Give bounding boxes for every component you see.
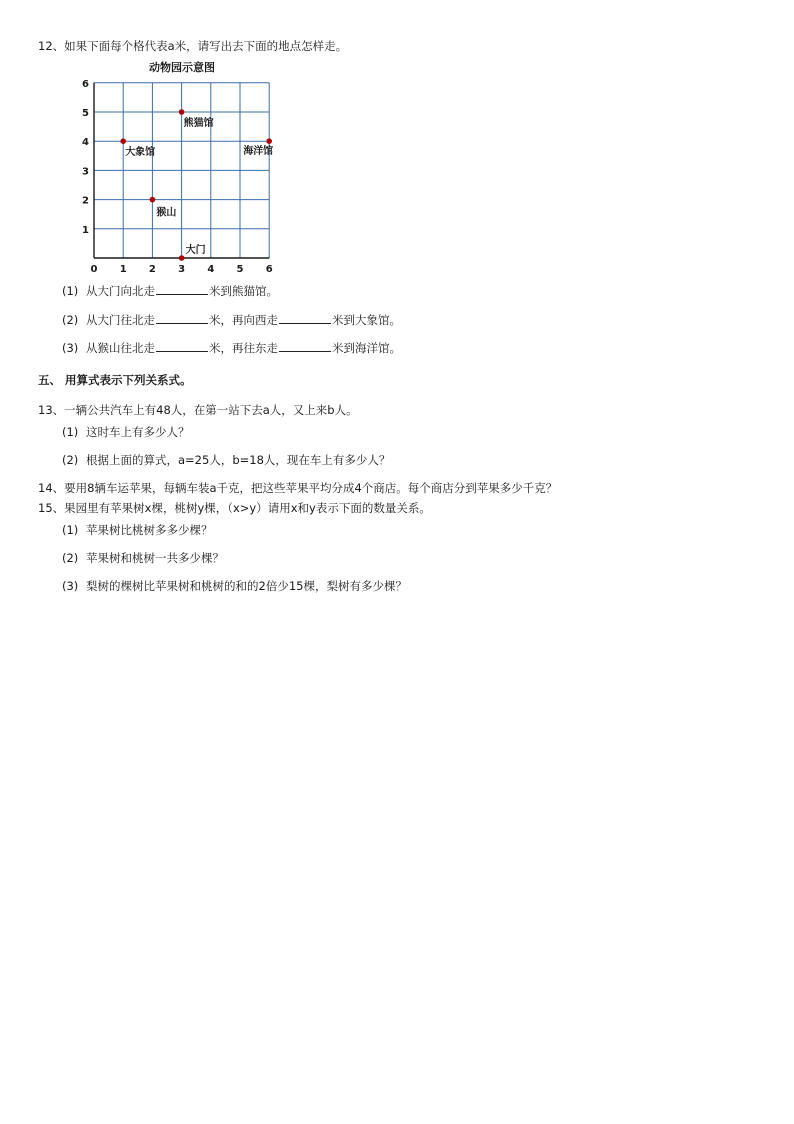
x-tick-label: 3 [178,264,186,275]
q13-sub-2: (2) 根据上面的算式，a=25人，b=18人，现在车上有多少人？ [62,453,391,467]
x-tick-label: 4 [207,264,215,275]
y-tick-label: 6 [82,78,89,90]
y-tick-label: 5 [82,108,89,119]
place-label: 大象馆 [125,147,156,159]
section-heading: 五、 用算式表示下列关系式。 [38,373,192,387]
q15-sub-3: (3) 梨树的棵树比苹果树和桃树的和的2倍少15棵，梨树有多少棵？ [62,579,407,593]
y-tick-label: 4 [82,137,89,149]
q12-sub-2: (2) 从大门往北走 米，再向西走 米到大象馆。 [62,313,401,327]
place-label: 大门 [185,245,206,256]
q15-sub-1: (1) 苹果树比桃树多多少棵？ [62,523,213,537]
q13-sub-1: (1) 这时车上有多少人？ [62,425,190,439]
zoo-map [80,58,290,280]
place-point [120,138,126,144]
place-point [179,109,185,115]
place-label: 猴山 [156,207,177,219]
answer-blank[interactable] [279,340,331,352]
map-places [120,109,274,261]
q15-stem: 15、果园里有苹果树x棵，桃树y棵，（x>y）请用x和y表示下面的数量关系。 [38,501,431,515]
q13-stem: 13、一辆公共汽车上有48人，在第一站下去a人，又上来b人。 [38,403,358,417]
answer-blank[interactable] [156,340,208,352]
x-tick-label: 5 [236,264,244,275]
answer-blank[interactable] [156,283,208,295]
x-tick-label: 1 [119,264,127,275]
q15-sub-2: (2) 苹果树和桃树一共多少棵？ [62,551,224,565]
place-point [179,255,185,261]
map-x-ticks [91,264,273,275]
x-tick-label: 2 [148,264,156,275]
place-point [266,138,272,144]
map-title: 动物园示意图 [149,61,215,74]
place-label: 熊猫馆 [183,118,214,129]
answer-blank[interactable] [279,312,331,324]
map-y-ticks [82,79,89,236]
q12-stem: 12、如果下面每个格代表a米，请写出去下面的地点怎样走。 [38,39,348,53]
q12-sub-1: (1) 从大门向北走 米到熊猫馆。 [62,284,278,298]
y-tick-label: 2 [82,195,89,207]
place-label: 海洋馆 [243,146,274,158]
q14-stem: 14、要用8辆车运苹果，每辆车装a千克，把这些苹果平均分成4个商店。每个商店分到苹果多少千克？ [38,481,558,495]
answer-blank[interactable] [156,312,208,324]
x-tick-label: 6 [265,264,273,275]
y-tick-label: 3 [82,166,89,178]
q12-sub-3: (3) 从猴山往北走 米，再往东走 米到海洋馆。 [62,341,401,355]
y-tick-label: 1 [82,224,89,236]
map-grid [94,83,269,258]
x-tick-label: 0 [90,264,98,275]
place-point [150,197,156,203]
